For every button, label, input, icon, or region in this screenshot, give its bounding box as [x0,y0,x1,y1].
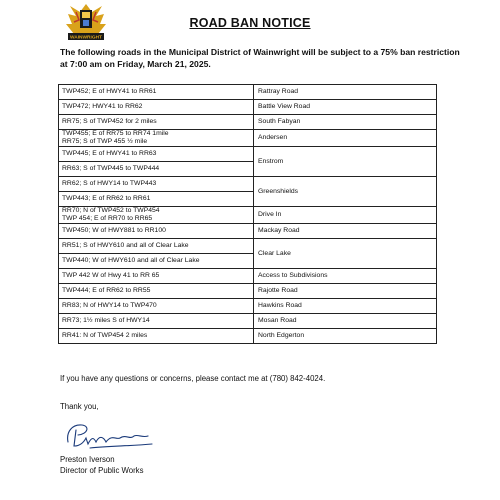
road-ban-table [58,84,437,344]
road-segment-line: RR75; S of TWP 455 ½ mile [62,138,148,145]
road-segment: TWP450; W of HWY881 to RR100 [59,224,254,239]
crest-text: WAINWRIGHT [70,35,102,41]
road-name: South Fabyan [254,115,437,130]
road-segment: RR62; S of HWY14 to TWP443 [59,177,254,192]
table-row [59,207,437,224]
table-row [59,147,437,162]
closing-line: Thank you, [60,402,99,411]
road-segment: TWP452; E of HWY41 to RR61 [59,85,254,100]
road-segment: RR75; S of TWP452 for 2 miles [59,115,254,130]
road-name: Clear Lake [254,239,437,269]
road-segment-line: RR70; N of TWP452 to TWP454 [62,207,160,214]
table-row [59,224,437,239]
road-name: Access to Subdivisions [254,269,437,284]
table-row [59,269,437,284]
table-row [59,100,437,115]
road-segment [59,130,254,147]
table-row [59,299,437,314]
road-name: Rajotte Road [254,284,437,299]
table-row [59,314,437,329]
road-segment: RR63; S of TWP445 to TWP444 [59,162,254,177]
road-segment-line: TWP455; E of RR75 to RR74 1mile [62,130,169,137]
road-segment: RR83; N of HWY14 to TWP470 [59,299,254,314]
road-segment-line: TWP 454; E of RR70 to RR65 [62,215,153,222]
road-name: Mackay Road [254,224,437,239]
road-segment: RR41: N of TWP454 2 miles [59,329,254,344]
road-segment: TWP443; E of RR62 to RR61 [59,192,254,207]
table-row [59,329,437,344]
road-segment: TWP440; W of HWY610 and all of Clear Lake [59,254,254,269]
table-row [59,284,437,299]
road-segment: TWP444; E of RR62 to RR55 [59,284,254,299]
road-name: Battle View Road [254,100,437,115]
road-segment: TWP472; HWY41 to RR62 [59,100,254,115]
road-name: North Edgerton [254,329,437,344]
road-name: Greenshields [254,177,437,207]
road-segment: RR51; S of HWY610 and all of Clear Lake [59,239,254,254]
contact-line: If you have any questions or concerns, please contact me at (780) 842-4024. [60,374,326,383]
road-name: Mosan Road [254,314,437,329]
handwritten-signature [60,416,160,452]
signer-name: Preston Iverson [60,455,115,464]
road-name: Hawkins Road [254,299,437,314]
signer-block [60,454,143,476]
road-name: Enstrom [254,147,437,177]
road-name: Andersen [254,130,437,147]
table-row [59,115,437,130]
road-segment: TWP 442 W of Hwy 41 to RR 65 [59,269,254,284]
road-name: Drive In [254,207,437,224]
road-segment: RR73; 1½ miles S of HWY14 [59,314,254,329]
road-segment: TWP445; E of HWY41 to RR63 [59,147,254,162]
table-row [59,130,437,147]
table-row [59,177,437,192]
road-name: Rattray Road [254,85,437,100]
intro-paragraph: The following roads in the Municipal District of Wainwright will be subject to a 75% ban restriction at 7:00 am on Friday, March 21, 2025. [60,47,460,69]
table-row [59,85,437,100]
page-title: ROAD BAN NOTICE [189,16,311,30]
signer-title: Director of Public Works [60,466,144,475]
road-segment [59,207,254,224]
table-row [59,239,437,254]
